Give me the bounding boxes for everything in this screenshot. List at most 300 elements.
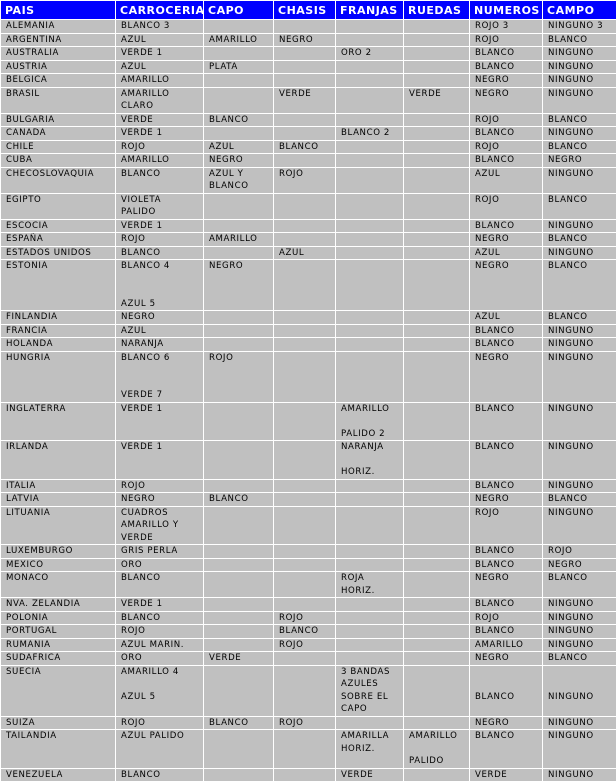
cell-capo: ROJO — [204, 351, 274, 402]
cell-carroceria: AZUL MARIN. — [116, 638, 204, 652]
header-pais: PAIS — [1, 1, 116, 20]
cell-carroceria: BLANCO 6 VERDE 7 — [116, 351, 204, 402]
cell-carroceria: ROJO — [116, 716, 204, 730]
cell-chasis: ROJO — [274, 716, 336, 730]
cell-chasis — [274, 193, 336, 219]
cell-campo: NINGUNO — [543, 441, 616, 480]
cell-ruedas — [404, 598, 470, 612]
cell-pais: ESCOCIA — [1, 219, 116, 233]
cell-numeros: AMARILLO — [470, 638, 543, 652]
cell-ruedas — [404, 351, 470, 402]
table-row — [1, 351, 616, 402]
cell-campo: BLANCO — [543, 33, 616, 47]
table-row — [1, 506, 616, 545]
cell-chasis — [274, 127, 336, 141]
cell-capo — [204, 768, 274, 782]
cell-chasis — [274, 768, 336, 782]
cell-franjas — [336, 20, 404, 34]
cell-campo: NINGUNO — [543, 625, 616, 639]
table-row — [1, 311, 616, 325]
cell-ruedas — [404, 768, 470, 782]
table-row — [1, 324, 616, 338]
cell-franjas: ORO 2 — [336, 47, 404, 61]
cell-ruedas — [404, 113, 470, 127]
cell-ruedas — [404, 611, 470, 625]
cell-chasis — [274, 572, 336, 598]
cell-carroceria: BLANCO — [116, 246, 204, 260]
cell-ruedas — [404, 127, 470, 141]
cell-numeros: ROJO — [470, 506, 543, 545]
cell-franjas: VERDE — [336, 768, 404, 782]
cell-chasis — [274, 402, 336, 441]
cell-franjas — [336, 493, 404, 507]
cell-pais: PORTUGAL — [1, 625, 116, 639]
cell-capo — [204, 74, 274, 88]
table-row — [1, 233, 616, 247]
cell-pais: ESTADOS UNIDOS — [1, 246, 116, 260]
cell-pais: VENEZUELA — [1, 768, 116, 782]
cell-carroceria: VERDE 1 — [116, 441, 204, 480]
cell-chasis — [274, 47, 336, 61]
cell-capo — [204, 87, 274, 113]
cell-chasis — [274, 74, 336, 88]
cell-ruedas — [404, 167, 470, 193]
cell-chasis — [274, 479, 336, 493]
cell-franjas — [336, 324, 404, 338]
cell-ruedas — [404, 545, 470, 559]
cell-pais: ESTONIA — [1, 260, 116, 311]
cell-carroceria: VERDE 1 — [116, 47, 204, 61]
table-row — [1, 246, 616, 260]
cell-campo: BLANCO — [543, 233, 616, 247]
cell-campo: NINGUNO — [543, 60, 616, 74]
cell-capo: AZUL — [204, 140, 274, 154]
cell-franjas — [336, 506, 404, 545]
cell-numeros: NEGRO — [470, 652, 543, 666]
cell-capo: AZUL Y BLANCO — [204, 167, 274, 193]
cell-campo: BLANCO — [543, 652, 616, 666]
cell-campo: NINGUNO — [543, 246, 616, 260]
cell-chasis — [274, 652, 336, 666]
cell-capo — [204, 20, 274, 34]
cell-campo: NINGUNO — [543, 479, 616, 493]
cell-numeros: BLANCO — [470, 545, 543, 559]
cell-carroceria: AMARILLO 4 AZUL 5 — [116, 665, 204, 716]
cell-pais: EGIPTO — [1, 193, 116, 219]
table-row — [1, 493, 616, 507]
cell-franjas — [336, 598, 404, 612]
cell-numeros: BLANCO — [470, 338, 543, 352]
cell-ruedas: VERDE — [404, 87, 470, 113]
cell-franjas — [336, 558, 404, 572]
cell-ruedas — [404, 47, 470, 61]
cell-chasis: BLANCO — [274, 625, 336, 639]
cell-pais: ALEMANIA — [1, 20, 116, 34]
cell-ruedas — [404, 20, 470, 34]
cell-numeros: BLANCO — [470, 219, 543, 233]
cell-numeros: ROJO — [470, 113, 543, 127]
cell-capo — [204, 545, 274, 559]
cell-pais: HOLANDA — [1, 338, 116, 352]
cell-chasis — [274, 493, 336, 507]
table-row — [1, 154, 616, 168]
table-row — [1, 47, 616, 61]
cell-pais: LATVIA — [1, 493, 116, 507]
cell-ruedas — [404, 338, 470, 352]
cell-numeros: AZUL — [470, 311, 543, 325]
cell-pais: FRANCIA — [1, 324, 116, 338]
cell-carroceria: AZUL PALIDO — [116, 730, 204, 769]
table-row — [1, 611, 616, 625]
cell-numeros: AZUL — [470, 167, 543, 193]
cell-pais: AUSTRIA — [1, 60, 116, 74]
cell-campo: NINGUNO — [543, 665, 616, 716]
header-franjas: FRANJAS — [336, 1, 404, 20]
cell-capo — [204, 665, 274, 716]
cell-ruedas — [404, 716, 470, 730]
cell-numeros: BLANCO — [470, 127, 543, 141]
header-numeros: NUMEROS — [470, 1, 543, 20]
cell-chasis — [274, 665, 336, 716]
cell-numeros: NEGRO — [470, 74, 543, 88]
cell-chasis — [274, 60, 336, 74]
table-row — [1, 193, 616, 219]
cell-capo — [204, 625, 274, 639]
cell-ruedas — [404, 324, 470, 338]
cell-ruedas — [404, 652, 470, 666]
cell-ruedas — [404, 479, 470, 493]
cell-numeros: NEGRO — [470, 572, 543, 598]
cell-campo: BLANCO — [543, 572, 616, 598]
cell-numeros: ROJO 3 — [470, 20, 543, 34]
cell-chasis — [274, 598, 336, 612]
table-body — [1, 20, 616, 782]
cell-ruedas — [404, 402, 470, 441]
cell-campo: BLANCO — [543, 260, 616, 311]
table-row — [1, 625, 616, 639]
cell-carroceria: AZUL — [116, 324, 204, 338]
cell-capo — [204, 479, 274, 493]
cell-franjas: 3 BANDAS AZULES SOBRE EL CAPO — [336, 665, 404, 716]
cell-campo: BLANCO — [543, 493, 616, 507]
cell-carroceria: ROJO — [116, 233, 204, 247]
cell-numeros: ROJO — [470, 33, 543, 47]
table-row — [1, 716, 616, 730]
cell-franjas — [336, 33, 404, 47]
cell-carroceria: NEGRO — [116, 493, 204, 507]
header-carroceria: CARROCERIA — [116, 1, 204, 20]
cell-chasis — [274, 233, 336, 247]
cell-numeros: ROJO — [470, 193, 543, 219]
cell-numeros: BLANCO — [470, 598, 543, 612]
cell-pais: MEXICO — [1, 558, 116, 572]
cell-ruedas — [404, 219, 470, 233]
cell-capo: BLANCO — [204, 113, 274, 127]
cell-ruedas — [404, 33, 470, 47]
cell-numeros: BLANCO — [470, 60, 543, 74]
cell-capo: PLATA — [204, 60, 274, 74]
cell-capo — [204, 611, 274, 625]
cell-carroceria: ROJO — [116, 140, 204, 154]
cell-numeros: BLANCO — [470, 730, 543, 769]
table-row — [1, 730, 616, 769]
cell-chasis — [274, 558, 336, 572]
cell-pais: CANADA — [1, 127, 116, 141]
cell-ruedas — [404, 140, 470, 154]
cell-carroceria: AZUL — [116, 60, 204, 74]
cell-franjas — [336, 87, 404, 113]
cell-ruedas — [404, 233, 470, 247]
cell-campo: NINGUNO — [543, 716, 616, 730]
cell-capo — [204, 219, 274, 233]
cell-carroceria: GRIS PERLA — [116, 545, 204, 559]
cell-campo: BLANCO — [543, 193, 616, 219]
cell-chasis — [274, 730, 336, 769]
cell-franjas — [336, 74, 404, 88]
cell-chasis: VERDE — [274, 87, 336, 113]
cell-pais: AUSTRALIA — [1, 47, 116, 61]
cell-pais: BELGICA — [1, 74, 116, 88]
cell-capo: NEGRO — [204, 260, 274, 311]
cell-carroceria: ORO — [116, 558, 204, 572]
cell-chasis — [274, 324, 336, 338]
cell-pais: CHILE — [1, 140, 116, 154]
cell-franjas: NARANJA HORIZ. — [336, 441, 404, 480]
cell-franjas — [336, 113, 404, 127]
cell-franjas — [336, 652, 404, 666]
cell-capo — [204, 324, 274, 338]
cell-ruedas — [404, 625, 470, 639]
cell-chasis — [274, 113, 336, 127]
cell-chasis — [274, 154, 336, 168]
cell-ruedas — [404, 193, 470, 219]
table-row — [1, 260, 616, 311]
cell-numeros: NEGRO — [470, 493, 543, 507]
cell-pais: ESPAÑA — [1, 233, 116, 247]
table-row — [1, 74, 616, 88]
cell-campo: NINGUNO 3 — [543, 20, 616, 34]
cell-capo — [204, 730, 274, 769]
cell-capo: NEGRO — [204, 154, 274, 168]
table-row — [1, 20, 616, 34]
header-row — [1, 1, 616, 20]
cell-campo: NINGUNO — [543, 87, 616, 113]
cell-numeros: ROJO — [470, 140, 543, 154]
table-row — [1, 545, 616, 559]
cell-chasis: AZUL — [274, 246, 336, 260]
cell-capo — [204, 506, 274, 545]
cell-campo: NINGUNO — [543, 402, 616, 441]
cell-franjas — [336, 338, 404, 352]
cell-franjas — [336, 154, 404, 168]
cell-chasis: BLANCO — [274, 140, 336, 154]
cell-carroceria: BLANCO — [116, 611, 204, 625]
cell-capo — [204, 311, 274, 325]
header-campo: CAMPO — [543, 1, 616, 20]
cell-campo: NINGUNO — [543, 768, 616, 782]
cell-numeros: BLANCO — [470, 402, 543, 441]
cell-franjas — [336, 219, 404, 233]
cell-ruedas — [404, 260, 470, 311]
table-row — [1, 402, 616, 441]
cell-campo: NINGUNO — [543, 338, 616, 352]
cell-campo: ROJO — [543, 545, 616, 559]
cell-campo: NINGUNO — [543, 611, 616, 625]
cell-carroceria: AZUL — [116, 33, 204, 47]
cell-capo — [204, 127, 274, 141]
cell-numeros: BLANCO — [470, 441, 543, 480]
cell-pais: SUIZA — [1, 716, 116, 730]
cell-numeros: NEGRO — [470, 87, 543, 113]
cell-capo — [204, 638, 274, 652]
cell-carroceria: VERDE 1 — [116, 127, 204, 141]
table-row — [1, 558, 616, 572]
cell-chasis: ROJO — [274, 611, 336, 625]
table-row — [1, 127, 616, 141]
cell-campo: NINGUNO — [543, 730, 616, 769]
cell-pais: CUBA — [1, 154, 116, 168]
cell-chasis — [274, 20, 336, 34]
cell-franjas — [336, 260, 404, 311]
cell-campo: NEGRO — [543, 154, 616, 168]
cell-chasis: ROJO — [274, 638, 336, 652]
cell-pais: INGLATERRA — [1, 402, 116, 441]
cell-pais: BULGARIA — [1, 113, 116, 127]
cell-pais: LUXEMBURGO — [1, 545, 116, 559]
cell-numeros: BLANCO — [470, 324, 543, 338]
cell-franjas — [336, 246, 404, 260]
cell-capo: AMARILLO — [204, 233, 274, 247]
cell-ruedas — [404, 246, 470, 260]
cell-pais: POLONIA — [1, 611, 116, 625]
cell-capo: BLANCO — [204, 493, 274, 507]
cell-pais: LITUANIA — [1, 506, 116, 545]
cell-campo: NINGUNO — [543, 219, 616, 233]
cell-franjas: AMARILLA HORIZ. — [336, 730, 404, 769]
table-row — [1, 768, 616, 782]
cell-carroceria: BLANCO — [116, 572, 204, 598]
cell-franjas — [336, 193, 404, 219]
cell-ruedas — [404, 572, 470, 598]
cell-campo: NINGUNO — [543, 74, 616, 88]
cell-chasis: NEGRO — [274, 33, 336, 47]
table-row — [1, 113, 616, 127]
cell-chasis — [274, 351, 336, 402]
cell-franjas — [336, 140, 404, 154]
cell-franjas — [336, 545, 404, 559]
cell-pais: HUNGRIA — [1, 351, 116, 402]
table-row — [1, 652, 616, 666]
cell-campo: BLANCO — [543, 311, 616, 325]
cell-numeros: NEGRO — [470, 260, 543, 311]
cell-pais: SUDAFRICA — [1, 652, 116, 666]
cell-carroceria: VERDE 1 — [116, 402, 204, 441]
cell-ruedas — [404, 60, 470, 74]
cell-campo: NINGUNO — [543, 324, 616, 338]
cell-pais: MONACO — [1, 572, 116, 598]
cell-franjas — [336, 233, 404, 247]
cell-franjas — [336, 167, 404, 193]
table-row — [1, 665, 616, 716]
header-capo: CAPO — [204, 1, 274, 20]
cell-numeros: BLANCO — [470, 479, 543, 493]
cell-ruedas — [404, 506, 470, 545]
cell-chasis: ROJO — [274, 167, 336, 193]
cell-carroceria: ORO — [116, 652, 204, 666]
table-row — [1, 441, 616, 480]
cell-ruedas: AMARILLO PALIDO — [404, 730, 470, 769]
cell-ruedas — [404, 154, 470, 168]
table-row — [1, 140, 616, 154]
cell-numeros: NEGRO — [470, 351, 543, 402]
cell-ruedas — [404, 493, 470, 507]
cell-chasis — [274, 441, 336, 480]
table-row — [1, 60, 616, 74]
cell-carroceria: BLANCO 3 — [116, 20, 204, 34]
cell-numeros: BLANCO — [470, 47, 543, 61]
cell-franjas: BLANCO 2 — [336, 127, 404, 141]
cell-campo: NINGUNO — [543, 638, 616, 652]
cell-carroceria: VERDE 1 — [116, 598, 204, 612]
cell-ruedas — [404, 638, 470, 652]
cell-numeros: BLANCO — [470, 665, 543, 716]
cell-numeros: ROJO — [470, 611, 543, 625]
cell-campo: NINGUNO — [543, 506, 616, 545]
table-row — [1, 33, 616, 47]
cell-campo: BLANCO — [543, 140, 616, 154]
header-chasis: CHASIS — [274, 1, 336, 20]
cell-numeros: NEGRO — [470, 716, 543, 730]
cell-chasis — [274, 506, 336, 545]
cell-carroceria: CUADROS AMARILLO Y VERDE — [116, 506, 204, 545]
cell-carroceria: VERDE 1 — [116, 219, 204, 233]
cell-numeros: VERDE — [470, 768, 543, 782]
cell-pais: ITALIA — [1, 479, 116, 493]
cell-franjas — [336, 60, 404, 74]
cell-carroceria: AMARILLO — [116, 74, 204, 88]
cell-carroceria: BLANCO — [116, 768, 204, 782]
cell-capo — [204, 572, 274, 598]
cell-pais: TAILANDIA — [1, 730, 116, 769]
table-row — [1, 219, 616, 233]
header-ruedas: RUEDAS — [404, 1, 470, 20]
cell-campo: NINGUNO — [543, 127, 616, 141]
cell-carroceria: NARANJA — [116, 338, 204, 352]
cell-numeros: AZUL — [470, 246, 543, 260]
cell-chasis — [274, 545, 336, 559]
cell-pais: FINLANDIA — [1, 311, 116, 325]
table-header — [1, 1, 616, 20]
cell-numeros: NEGRO — [470, 233, 543, 247]
cell-pais: BRASIL — [1, 87, 116, 113]
cell-capo — [204, 598, 274, 612]
cell-franjas — [336, 351, 404, 402]
cell-carroceria: BLANCO — [116, 167, 204, 193]
cell-carroceria: ROJO — [116, 625, 204, 639]
cell-capo: BLANCO — [204, 716, 274, 730]
cell-ruedas — [404, 665, 470, 716]
cell-pais: ARGENTINA — [1, 33, 116, 47]
cell-capo — [204, 338, 274, 352]
cell-carroceria: AMARILLO — [116, 154, 204, 168]
cell-capo — [204, 246, 274, 260]
cell-carroceria: ROJO — [116, 479, 204, 493]
cell-capo — [204, 402, 274, 441]
cell-chasis — [274, 260, 336, 311]
cell-capo — [204, 441, 274, 480]
cell-numeros: BLANCO — [470, 154, 543, 168]
cell-franjas: ROJA HORIZ. — [336, 572, 404, 598]
